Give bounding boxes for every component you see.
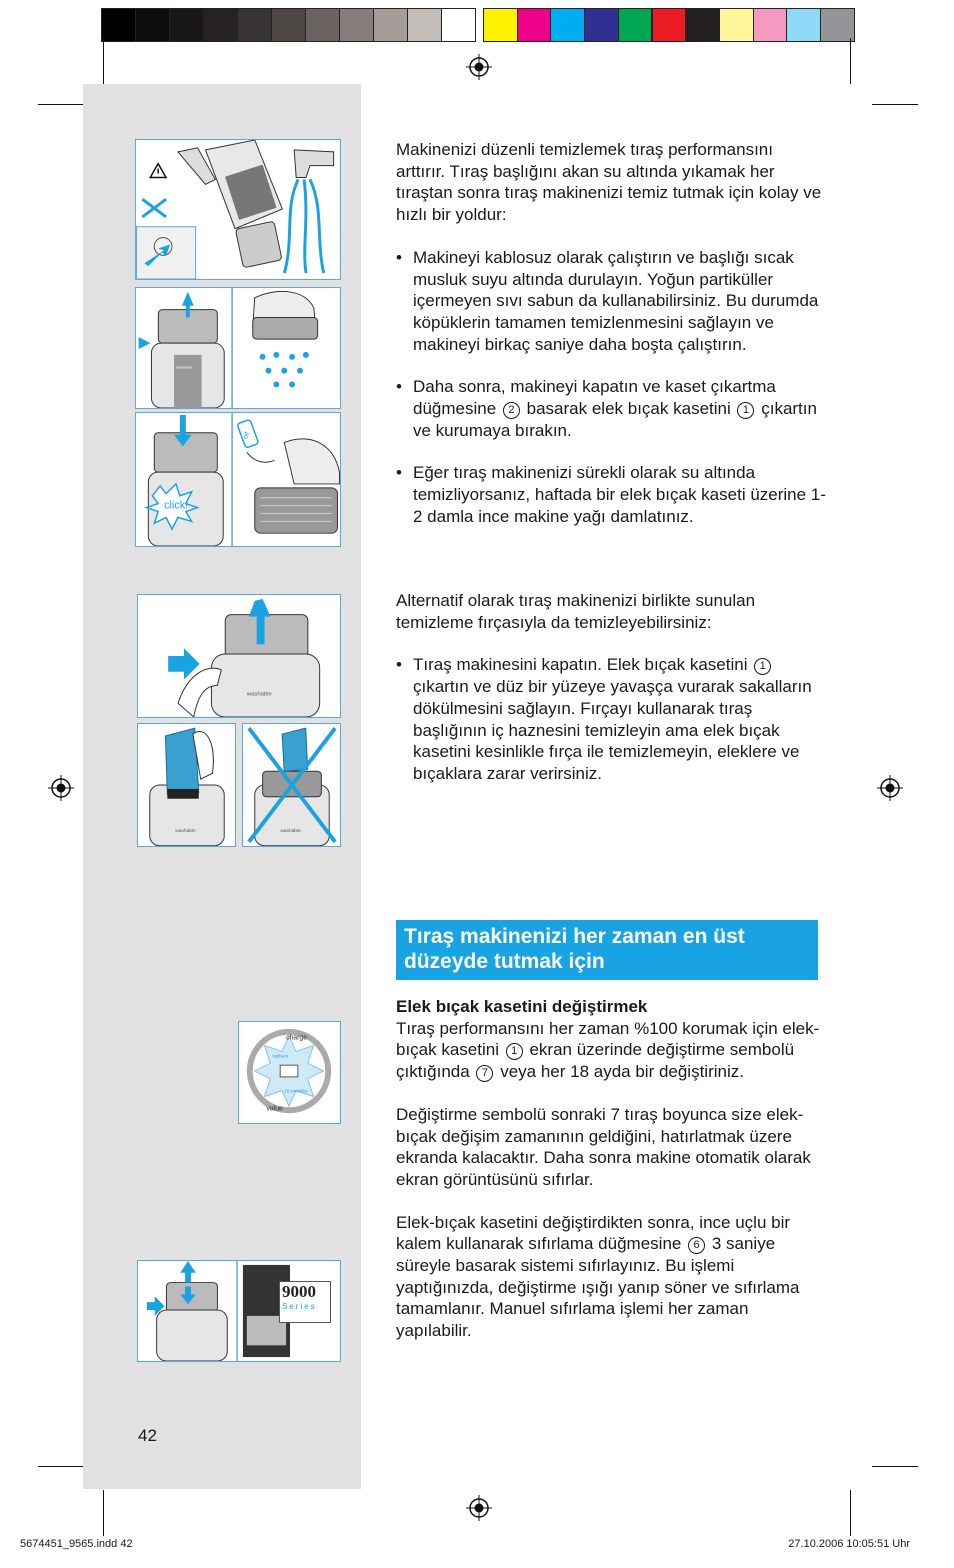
intro-paragraph: Makinenizi düzenli temizlemek tıraş performansını arttırır. Tıraş başlığını akan su altında yıkamak her tıraştan sonra tıraş makinenizi temiz tutmak için kolay ve hızlı bir yoldur: (396, 140, 822, 225)
callout-number: 1 (506, 1043, 523, 1060)
color-swatch (203, 8, 238, 42)
figure-brush-head (137, 723, 236, 847)
svg-text:18 months: 18 months (284, 1089, 307, 1095)
callout-number: 1 (754, 658, 771, 675)
color-swatch (719, 8, 754, 42)
crop-mark (103, 38, 104, 84)
crop-mark (850, 1490, 851, 1536)
series-number: 9000 (282, 1282, 316, 1301)
color-swatch (169, 8, 204, 42)
registration-mark-icon (466, 1495, 492, 1521)
color-swatch (517, 8, 552, 42)
cleaning-text (396, 139, 826, 528)
reset-paragraph: Elek-bıçak kasetini değiştirdikten sonra, ince uçlu bir kalem kullanarak sıfırlama düğmesine 6 3 saniye süreyle basarak sistemi sıfırlayınız. Bu işlemi yaptığınızda, değiştirme ışığı yanıp söner ve sıfırlama tamamlanır. Manuel sıfırlama işlemi her zaman yapılabilir. (396, 1212, 800, 1341)
color-swatch (685, 8, 720, 42)
callout-number: 6 (688, 1237, 705, 1254)
color-swatch (584, 8, 619, 42)
replacement-paragraph: Tıraş performansını her zaman %100 korumak için elek-bıçak kasetini 1 ekran üzerinde değiştirme sembolü çıktığında 7 veya her 18 ayda bir değiştiriniz. (396, 1018, 820, 1082)
registration-mark-icon (466, 54, 492, 80)
svg-text:oil: oil (242, 431, 251, 441)
series-badge (279, 1281, 331, 1323)
figure-rinse-under-tap (135, 139, 341, 280)
color-swatch (101, 8, 136, 42)
figure-rinse-head (135, 287, 341, 409)
series-label: Series (282, 1302, 317, 1311)
bullet-brush: • Tıraş makinesini kapatın. Elek bıçak kasetini 1 çıkartın ve düz bir yüzeye yavaşça vurarak sakalların dökülmesini sağlayın. Fırçayı kullanarak tıraş başlığının iç haznesini temizleyin ama elek bıçak kasetini kesinlikle fırça ile temizlemeyin, eleklere ve bıçaklara zarar verirsiniz. (396, 654, 826, 784)
color-swatch (820, 8, 855, 42)
section-heading: Tıraş makinenizi her zaman en üst düzeyde tutmak için (396, 920, 818, 980)
color-swatch (550, 8, 585, 42)
brush-cleaning-text (396, 590, 826, 785)
callout-number: 1 (737, 402, 754, 419)
svg-text:washable: washable (280, 829, 301, 835)
color-swatch (237, 8, 272, 42)
color-swatch (407, 8, 442, 42)
bullet-remove-cassette: • Daha sonra, makineyi kapatın ve kaset çıkartma düğmesine 2 basarak elek bıçak kasetini 1 çıkartın ve kurumaya bırakın. (396, 376, 826, 441)
bullet-rinse: • Makineyi kablosuz olarak çalıştırın ve başlığı sıcak musluk suyu altında durulayın. Yoğun partiküller içermeyen sıvı sabun da kullanabilirsiniz. Bu durumda köpüklerin tamamen temizlenmesini sağlayın ve makineyi birkaç saniye daha boşta çalıştırın. (396, 247, 826, 356)
replacement-text (396, 996, 826, 1342)
color-swatch (305, 8, 340, 42)
crop-mark (850, 38, 851, 84)
callout-number: 7 (476, 1065, 493, 1082)
crop-mark (103, 1490, 104, 1536)
color-swatch (618, 8, 653, 42)
figure-replace-dial (238, 1021, 341, 1124)
svg-text:washable: washable (176, 364, 193, 370)
click-label: click! (164, 499, 189, 512)
color-swatch (441, 8, 476, 42)
color-swatch (373, 8, 408, 42)
figure-reset-and-series (137, 1260, 341, 1362)
figure-remove-cassette (137, 594, 341, 718)
svg-text:replace: replace (272, 1054, 289, 1060)
svg-text:charge: charge (286, 1034, 308, 1042)
svg-text:value: value (266, 1105, 283, 1113)
footer-timestamp: 27.10.2006 10:05:51 Uhr (788, 1538, 910, 1550)
color-swatch (339, 8, 374, 42)
color-swatch (652, 8, 687, 42)
page-number: 42 (138, 1426, 157, 1445)
bullet-oil: • Eğer tıraş makinenizi sürekli olarak su altında temizliyorsanız, haftada bir elek bıçak kaseti üzerine 1-2 damla ince makine yağı damlatınız. (396, 462, 826, 527)
svg-text:washable: washable (246, 691, 272, 698)
registration-mark-icon (877, 775, 903, 801)
footer-file-info: 5674451_9565.indd 42 (20, 1538, 133, 1550)
brush-intro-paragraph: Alternatif olarak tıraş makinenizi birlikte sunulan temizleme fırçasıyla da temizleyebilirsiniz: (396, 591, 756, 632)
color-swatch (786, 8, 821, 42)
subheading: Elek bıçak kasetini değiştirmek (396, 997, 648, 1016)
crop-mark (872, 104, 918, 105)
svg-text:washable: washable (175, 829, 196, 835)
reminder-paragraph: Değiştirme sembolü sonraki 7 tıraş boyunca size elek-bıçak değişim zamanının geldiğini, hatırlatmak üzere ekranda kalacaktır. Daha sonra makine otomatik olarak ekran görüntüsünü sıfırlar. (396, 1104, 811, 1189)
crop-mark (38, 104, 84, 105)
figure-click-and-oil (135, 412, 341, 547)
color-swatch (135, 8, 170, 42)
crop-mark (872, 1466, 918, 1467)
registration-mark-icon (48, 775, 74, 801)
crop-mark (38, 1466, 84, 1467)
color-swatch (271, 8, 306, 42)
figure-brush-cassette-forbidden (242, 723, 341, 847)
color-swatch (753, 8, 788, 42)
callout-number: 2 (503, 402, 520, 419)
color-swatch (483, 8, 518, 42)
